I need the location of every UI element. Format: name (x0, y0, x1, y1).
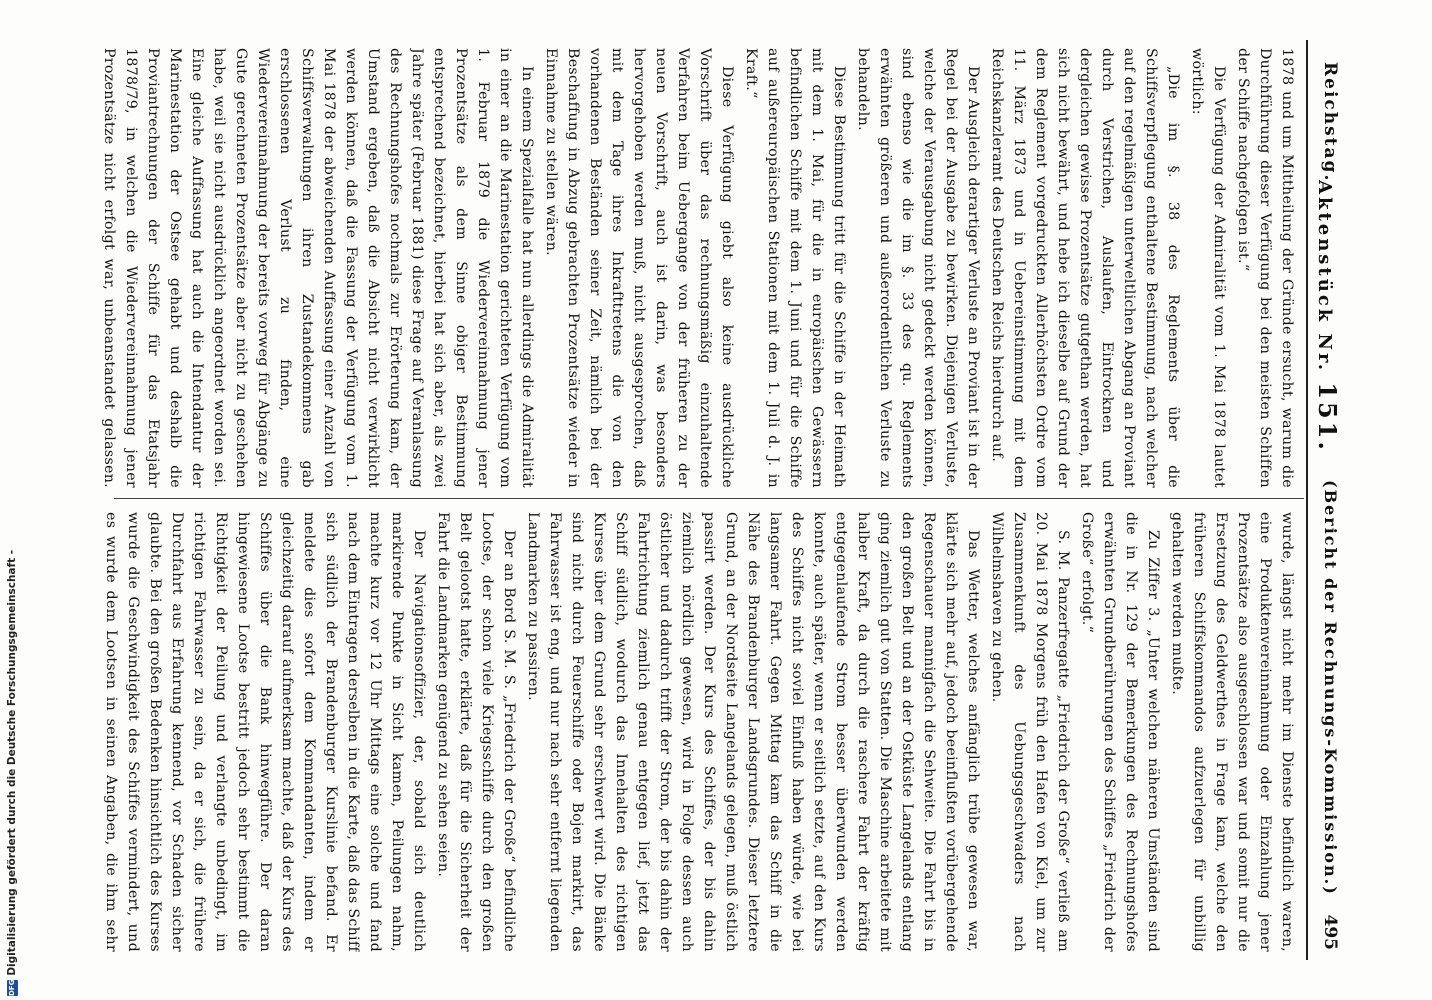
header-commission-title: (Bericht der Rechnungs-Kommission.) (1321, 480, 1340, 896)
paragraph: Diese Verfügung giebt also keine ausdrückliche Vorschrift über das rechnungsmäßig einzuhaltende Verfahren beim Uebergange von der früheren zu der neuen Vorschrift, auch ist darin, was besonders hervorgehoben werden muß, nicht ausgesprochen, daß mit dem Tage ihres Inkrafttretens die von den vorhandenen Beständen seiner Zeit, nämlich bei der Beschaffung in Abzug gebrachten Prozentsätze wieder in Einnahme zu stellen wären. (543, 48, 735, 488)
text-column-right (98, 512, 1298, 952)
header-document-prefix: Aktenstück Nr. (1314, 180, 1335, 374)
credit-label: Digitalisierung gefördert durch die Deutsche Forschungsgemeinschaft - (6, 549, 18, 976)
header-reichstag: Reichstag. (1320, 62, 1340, 183)
paragraph: S. M. Panzerfregatte „Friedrich der Große“ verließ am 20. Mai 1878 Morgens früh den Hafen von Kiel, um zur Zusammenkunft des Uebungsgeschwaders nach Wilhelmshaven zu gehen. (989, 512, 1071, 952)
rotated-page-content (76, 30, 1356, 970)
paragraph: wurde, längst nicht mehr im Dienste befindlich waren, eine Produktenvereinnahmung oder Einzahlung jener Prozentsätze also ausgeschlossen war und somit nur die Ersetzung des Geldwerthes in Frage kam, welche den früheren Schiffskommandos aufzuerlegen für unbillig gehalten werden mußte. (1169, 512, 1295, 952)
digitization-credit-text (4, 549, 20, 996)
dfg-logo: DFG (7, 979, 16, 996)
paragraph: 1878 und um Mittheilung der Gründe ersucht, warum die Durchführung dieser Verfügung bei den meisten Schiffen der Schiffe nachgefolgen ist.“ (1235, 48, 1295, 488)
paragraph: Zu Ziffer 3. „Unter welchen näheren Umständen sind die in Nr. 129 der Bemerkungen des Rechnungshofes erwähnten Grundberührungen des Schiffes „Friedrich der Große“ erfolgt.“ (1079, 512, 1161, 952)
paragraph: In einem Spezialfalle hat nun allerdings die Admiralität in einer an die Marinestation gerichteten Verfügung vom 1. Februar 1879 die Wiedervereinnahmung jener Prozentsätze als dem Sinne obiger Bestimmung entsprechend bezeichnet, hierbei hat sich aber, als zwei Jahre später (Februar 1881) diese Frage auf Veranlassung des Rechnungshofes nochmals zur Erörterung kam, der Umstand ergeben, daß die Absicht nicht verwirklicht werden können, daß die Fassung der Verfügung vom 1. Mai 1878 der abweichenden Auffassung einer Anzahl von Schiffsverwaltungen ihren Zustandekommens gab erschlossenen Verlust zu finden, eine Wiedervereinnahmung der bereits vorweg für Abgänge zu Gute gerechneten Prozentsätze aber nicht zu geschehen habe, weil sie nicht ausdrücklich angeordnet worden sei. Eine gleiche Auffassung hat auch die Intendantur der Marinestation der Ostsee gehabt und deshalb die Proviantrechnungen der Schiffe für das Etatsjahr 1878/79, in welchen die Wiedervereinnahmung jener Prozentsätze nicht erfolgt war, unbeanstandet gelassen. (101, 48, 535, 488)
header-document-num: 151. (1313, 382, 1342, 453)
page-header (1306, 40, 1348, 960)
digitization-credit (4, 549, 20, 996)
page-number: 495 (1320, 914, 1340, 950)
paragraph: Der Ausgleich derartiger Verluste an Proviant ist in der Regel bei der Ausgabe zu bewirken. Diejenigen Verluste, welche der Verausgabung nicht gedeckt werden können, sind ebenso wie die im §. 33 des qu. Reglements erwähnten größeren und außerordentlichen Verluste zu behandeln. (855, 48, 981, 488)
paragraph: Das Wetter, welches anfänglich trübe gewesen war, klärte sich mehr auf, jedoch beeinflußten vorübergehende Regenschauer mannigfach die Sehweite. Die Fahrt bis in den großen Belt und an der Ostküste Langelands entlang ging ziemlich gut von Statten. Die Maschine arbeitete mit halber Kraft, da durch die raschere Fahrt der kräftig entgegenlaufende Strom besser überwunden werden konnte, auch später, wenn er seitlich setzte, auf den Kurs des Schiffes nicht soviel Einfluß haben würde, wie bei langsamer Fahrt. Gegen Mittag kam das Schiff in die Nähe des Brandenburger Landsgrundes. Dieser letztere Grund, an der Nordseite Langelands gelegen, muß östlich passirt werden. Der Kurs des Schiffes, der bis dahin ziemlich nördlich gewesen, wird in Folge dessen auch östlicher und dadurch trifft der Strom, der bis dahin der Fahrtrichtung ziemlich genau entgegen lief, jetzt das Schiff südlich, wodurch das Innehalten des richtigen Kurses über dem Grund sehr erschwert wird. Die Bänke sind nicht durch Feuerschiffe oder Bojen markirt, das Fahrwasser ist eng, und nur nach sehr entfernt liegenden Landmarken zu passiren. (525, 512, 981, 952)
paragraph: Diese Bestimmung tritt für die Schiffe in der Heimath mit dem 1. Mai, für die in europäischen Gewässern befindlichen Schiffe mit dem 1. Juni und für die Schiffe auf außereuropäischen Stationen mit dem 1. Juli d. J. in Kraft.“ (743, 48, 847, 488)
paragraph: „Die im §. 38 des Reglements über die Schiffsverpflegung enthaltene Bestimmung, nach welcher auf den regelmäßigen unterweltlichen Abgang an Proviant durch Verstrichen, Auslaufen, Eintrocknen und dergleichen gewisse Prozentsätze gutgethan werden, hat sich nicht bewährt, und hebe ich dieselbe auf Grund der dem Reglement vorgedruckten Allerhöchsten Ordre vom 11. März 1873 und in Uebereinstimmung mit dem Reichskanzleramt des Deutschen Reichs hierdurch auf. (989, 48, 1181, 488)
paragraph: Der Navigationsoffizier, der, sobald sich deutlich markirende Punkte in Sicht kamen, Peilungen nahm, machte kurz vor 12 Uhr Mittags eine solche und fand nach dem Eintragen derselben in die Karte, daß das Schiff sich südlich der Brandenburger Kurslinie befand. Er meldete dies sofort dem Kommandanten, indem er gleichzeitig darauf aufmerksam machte, daß der Kurs des Schiffes über die Bank hinwegführe. Der daran hingewiesene Lootse bestritt jedoch sehr bestimmt die Richtigkeit der Peilung und verlangte unbedingt, im richtigen Fahrwasser zu sein, da er sich, die frühere Durchfahrt aus Erfahrung kennend, vor Schaden sicher glaubte. Bei den großen Bedenken hinsichtlich des Kurses wurde die Geschwindigkeit des Schiffes vermindert, und es wurde dem Lootsen in seinen Angaben, die ihm sehr (103, 512, 427, 952)
paragraph: Die Verfügung der Admiralität vom 1. Mai 1878 lautet wörtlich: (1189, 48, 1227, 488)
header-document-number (1313, 180, 1342, 453)
text-column-left (98, 48, 1298, 488)
column-divider (114, 498, 1304, 499)
paragraph: Der an Bord S. M. S. „Friedrich der Große“ befindliche Lootse, der schon viele Kriegsschiffe durch den großen Belt gelootst hatte, erklärte, daß für die Sicherheit der Fahrt die Landmarken genügend zu sehen seien. (435, 512, 517, 952)
